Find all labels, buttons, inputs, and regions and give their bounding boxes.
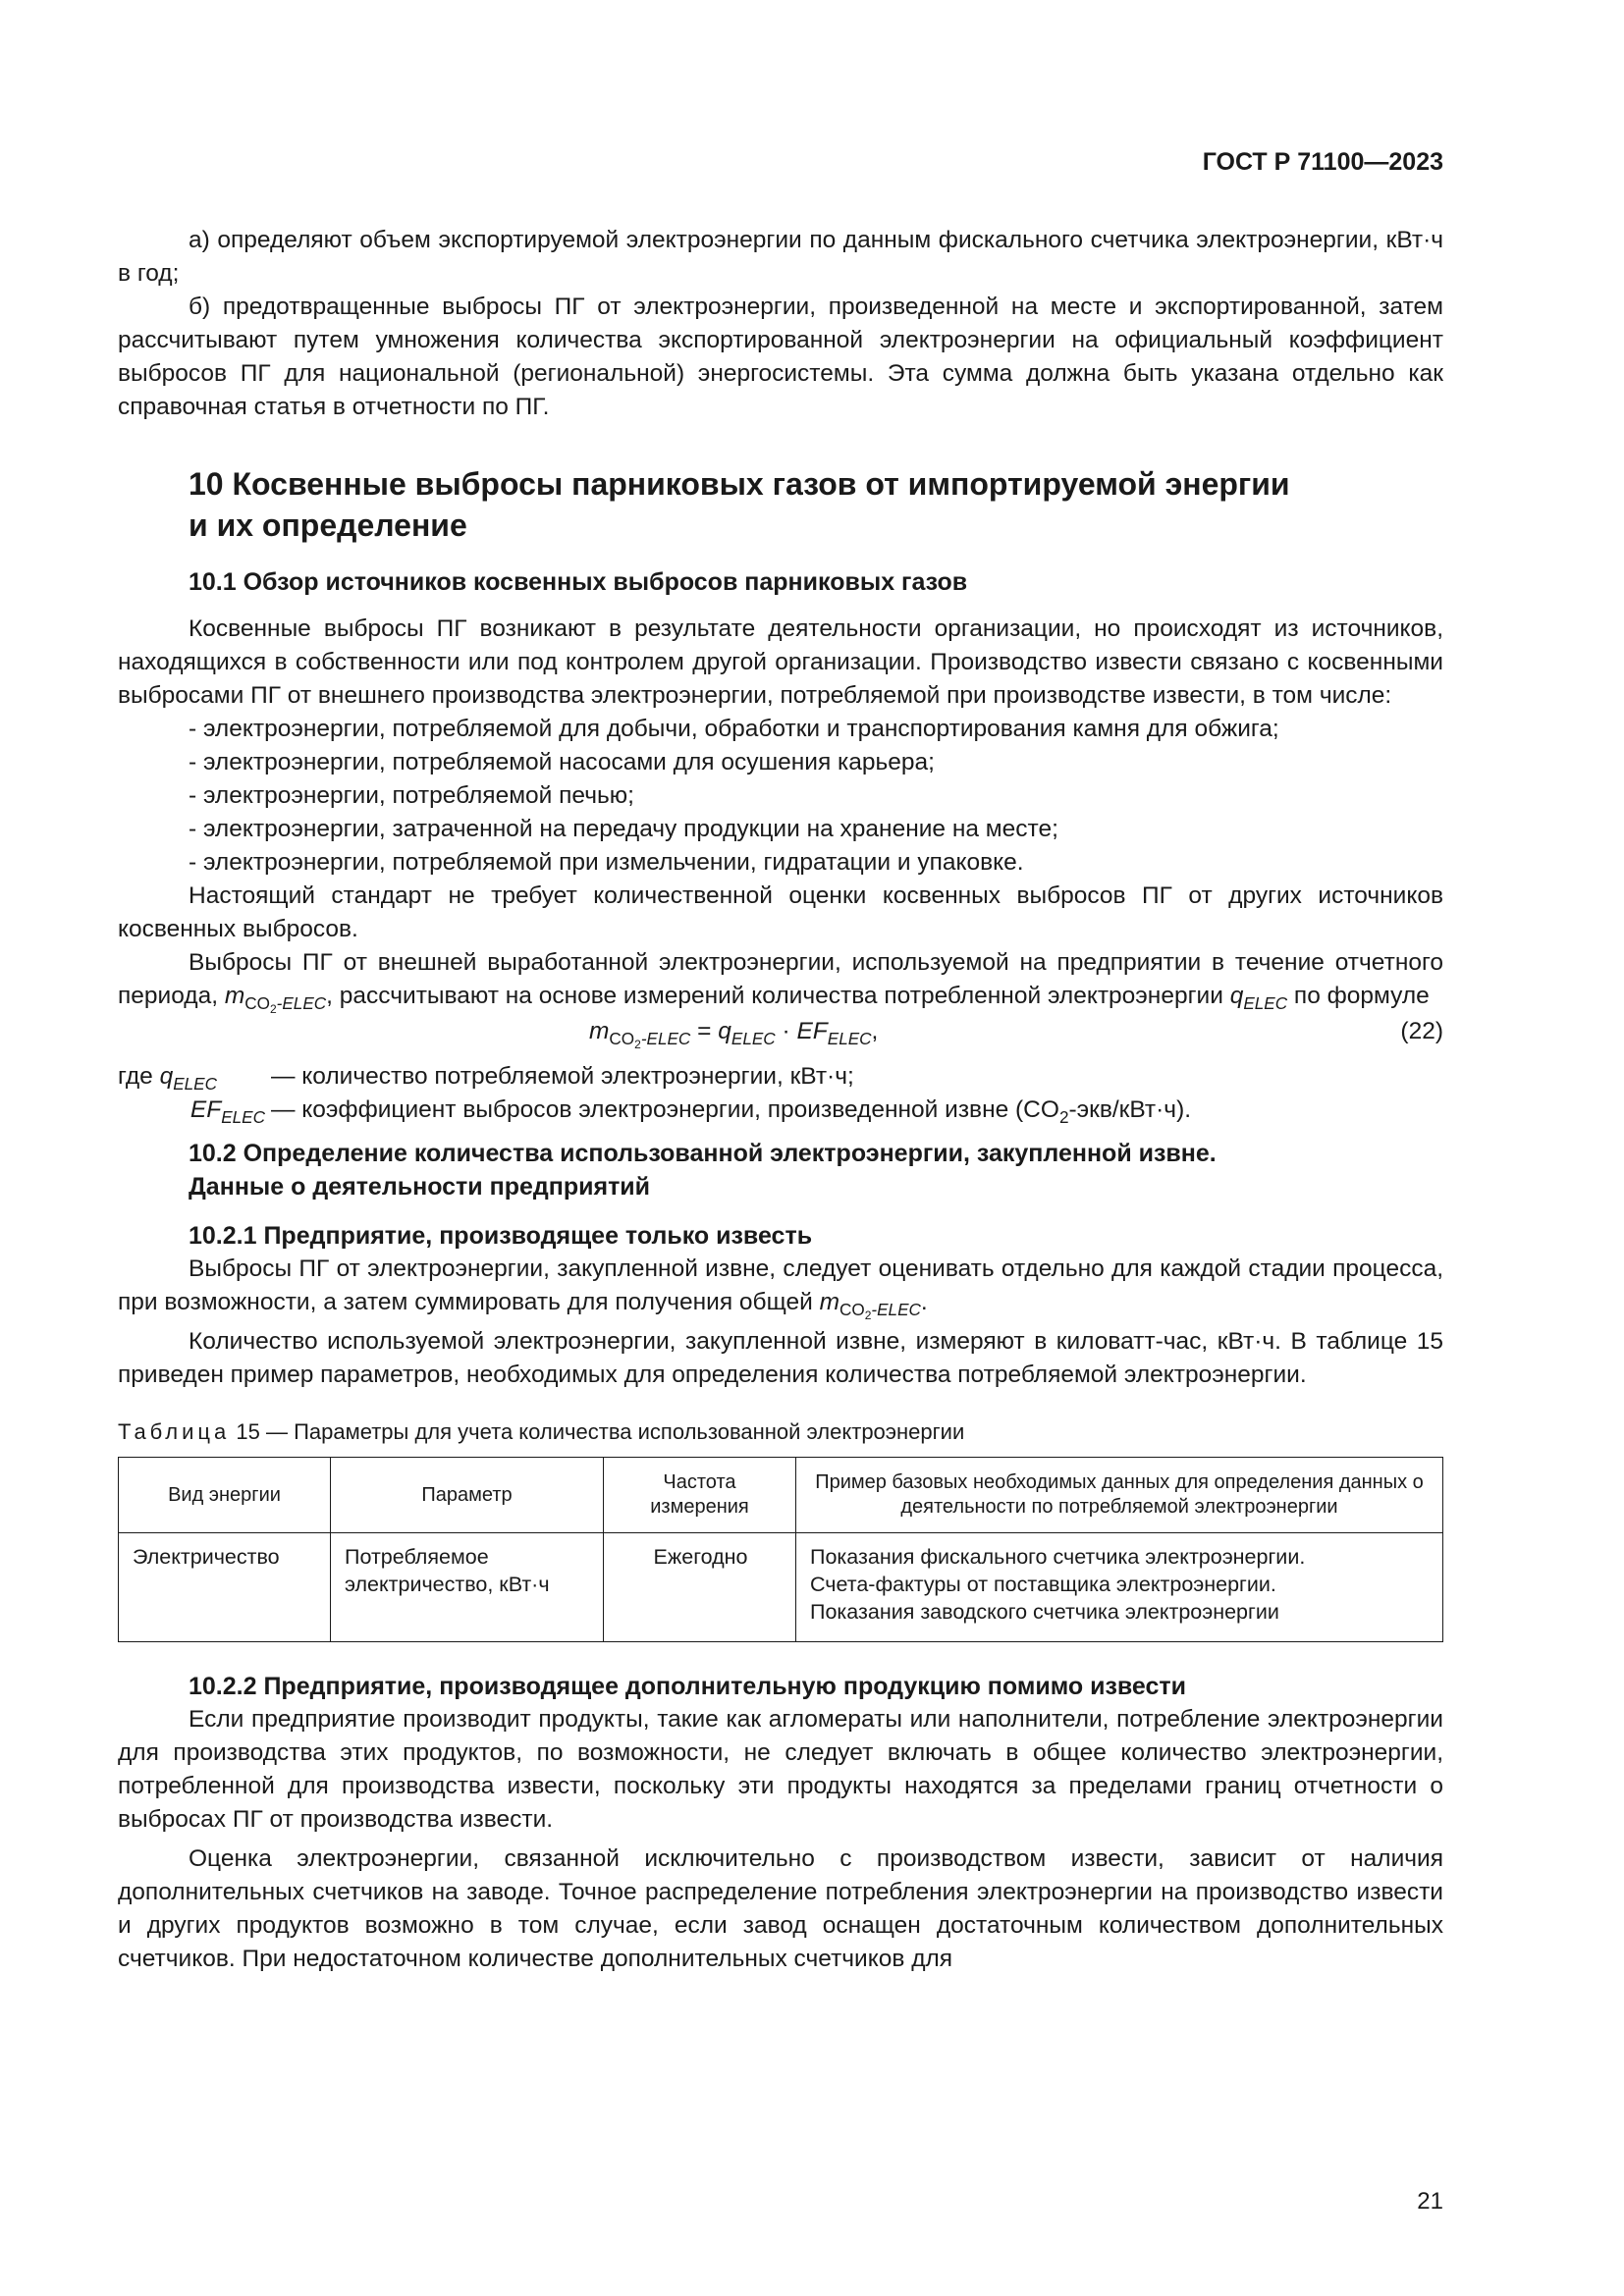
- where-q-row: [118, 1060, 1443, 1094]
- section-10-1-para1: Косвенные выбросы ПГ возникают в результате деятельности организации, но происходят из источников, находящихся в собственности или под контролем другой организации. Производство извести связано с косвенными выбросами ПГ от внешнего производства электроэнергии, потребляемой при производстве извести, в том числе:: [118, 615, 1443, 709]
- list-item: - электроэнергии, потребляемой насосами для осушения карьера;: [189, 749, 935, 775]
- formula-equals: =: [690, 1018, 719, 1044]
- para-10-2-1-text: Выбросы ПГ от электроэнергии, закупленной извне, следует оценивать отдельно для каждой стадии процесса, при возможности, а затем суммировать для получения общей: [118, 1255, 1443, 1315]
- document-code: ГОСТ Р 71100—2023: [1202, 148, 1443, 176]
- formula-q-subscript: ELEC: [731, 1029, 776, 1048]
- formula-elec-suffix: -ELEC: [640, 1029, 691, 1048]
- formula-expression: [589, 1015, 879, 1052]
- para-10-2-1-elec-suffix: -ELEC: [871, 1300, 921, 1319]
- where-ef-desc-a: — коэффициент выбросов электроэнергии, произведенной извне (CO: [271, 1096, 1059, 1123]
- list-item: - электроэнергии, потребляемой для добычи, обработки и транспортирования камня для обжига;: [189, 716, 1279, 742]
- table-header-row: [119, 1458, 1443, 1533]
- subscript-elec: ELEC: [1243, 993, 1288, 1013]
- list-item: - электроэнергии, потребляемой печью;: [189, 782, 634, 809]
- formula-m: m: [589, 1018, 610, 1044]
- para3-text-a: Выбросы ПГ от внешней выработанной электроэнергии, используемой на предприятии в течение отчетного периода,: [118, 949, 1443, 1009]
- para-10-2-1-co2-prefix: CO: [839, 1300, 865, 1319]
- page-number: 21: [1417, 2188, 1443, 2215]
- formula-ef: EF: [796, 1018, 828, 1044]
- cell-example-data: [796, 1533, 1443, 1642]
- where-ef-desc: [271, 1094, 1443, 1127]
- subscript-co2-elec: [244, 993, 327, 1017]
- para3-text-c: по формуле: [1287, 983, 1430, 1009]
- section-10-2-heading-line1: 10.2 Определение количества использованной электроэнергии, закупленной извне.: [189, 1140, 1217, 1167]
- header-energy-type: Вид энергии: [119, 1458, 331, 1533]
- table-15-caption: [118, 1417, 1443, 1447]
- where-ef-desc-b: -экв/кВт·ч).: [1068, 1096, 1192, 1123]
- intro-item-a: а) определяют объем экспортируемой электроэнергии по данным фискального счетчика электроэнергии, кВт·ч в год;: [118, 227, 1443, 287]
- where-ef-subscript: ELEC: [221, 1107, 265, 1127]
- section-10-2-1-para1: [118, 1253, 1443, 1323]
- symbol-q: q: [1229, 983, 1244, 1009]
- section-10-heading: [189, 463, 1443, 546]
- list-item: - электроэнергии, затраченной на передачу продукции на хранение на месте;: [189, 816, 1058, 842]
- section-10-2-heading-line2: Данные о деятельности предприятий: [189, 1173, 651, 1201]
- formula-co2-digit: 2: [634, 1038, 641, 1052]
- cell-frequency: Ежегодно: [604, 1533, 796, 1642]
- para-10-2-1-m: m: [819, 1289, 839, 1315]
- cell-parameter: Потребляемое электричество, кВт·ч: [331, 1533, 604, 1642]
- example-line: Показания фискального счетчика электроэнергии.: [810, 1545, 1306, 1569]
- cell-energy-type: Электричество: [119, 1533, 331, 1642]
- header-parameter: Параметр: [331, 1458, 604, 1533]
- where-q-term: [118, 1060, 271, 1094]
- table-row: [119, 1533, 1443, 1642]
- formula-number: (22): [1400, 1018, 1443, 1044]
- table-caption-text: 15 — Параметры для учета количества использованной электроэнергии: [230, 1419, 965, 1444]
- example-line: Показания заводского счетчика электроэнергии: [810, 1600, 1279, 1624]
- para-10-2-1-co2-digit: 2: [864, 1308, 872, 1323]
- header-example-data: Пример базовых необходимых данных для определения данных о деятельности по потребляемой электроэнергии: [796, 1458, 1443, 1533]
- section-10-1-heading: 10.1 Обзор источников косвенных выбросов парниковых газов: [189, 568, 968, 596]
- para-10-2-1-period: .: [920, 1289, 928, 1315]
- where-ef-symbol: EF: [189, 1096, 222, 1123]
- section-10-2-2-para1: Если предприятие производит продукты, такие как агломераты или наполнители, потребление электроэнергии для производства этих продуктов, по возможности, не следует включать в общее количество электроэнергии, потребленной для производства извести, поскольку эти продукты находятся за пределами границ отчетности о выбросах ПГ от производства извести.: [118, 1706, 1443, 1833]
- para3-text-b: , рассчитывают на основе измерений количества потребленной электроэнергии: [326, 983, 1230, 1009]
- formula-dot: ·: [775, 1018, 797, 1044]
- intro-item-b: б) предотвращенные выбросы ПГ от электроэнергии, произведенной на месте и экспортированной, затем рассчитывают путем умножения количества экспортированной электроэнергии на официальный коэффициент выбросов ПГ для национальной (региональной) энергосистемы. Эта сумма должна быть указана отдельно как справочная статья в отчетности по ПГ.: [118, 294, 1443, 420]
- section-10-2-2-heading: 10.2.2 Предприятие, производящее дополнительную продукцию помимо извести: [189, 1673, 1187, 1700]
- section-10-2-2-para2: Оценка электроэнергии, связанной исключительно с производством извести, зависит от наличия дополнительных счетчиков на заводе. Точное распределение потребления электроэнергии на производство извести и других продуктов возможно в том случае, если завод оснащен достаточным количеством дополнительных счетчиков. При недостаточном количестве дополнительных счетчиков для: [118, 1845, 1443, 1972]
- section-10-2-heading: [189, 1137, 1443, 1203]
- symbol-m: m: [224, 983, 245, 1009]
- example-line: Счета-фактуры от поставщика электроэнергии.: [810, 1573, 1276, 1596]
- formula-22: [118, 1015, 1443, 1054]
- where-q-subscript: ELEC: [173, 1074, 217, 1094]
- where-ef-co2-digit: 2: [1058, 1107, 1069, 1127]
- formula-q: q: [718, 1018, 731, 1044]
- table-caption-word: Таблица: [118, 1419, 231, 1444]
- co2-prefix: CO: [244, 993, 270, 1013]
- formula-comma: ,: [871, 1018, 879, 1044]
- section-10-1-para2: Настоящий стандарт не требует количественной оценки косвенных выбросов ПГ от других источников косвенных выбросов.: [118, 882, 1443, 942]
- table-15: [118, 1457, 1443, 1642]
- where-ef-row: [118, 1094, 1443, 1127]
- section-10-2-1-para2: Количество используемой электроэнергии, закупленной извне, измеряют в киловатт-час, кВт·ч. В таблице 15 приведен пример параметров, необходимых для определения количества потребляемой электроэнергии.: [118, 1328, 1443, 1388]
- section-10-1-para3: [118, 946, 1443, 1017]
- where-label: где: [118, 1063, 153, 1090]
- page-content: [118, 224, 1443, 1976]
- list-item: - электроэнергии, потребляемой при измельчении, гидратации и упаковке.: [189, 849, 1024, 876]
- formula-co2-prefix: CO: [609, 1029, 635, 1048]
- formula-ef-subscript: ELEC: [827, 1029, 872, 1048]
- section-10-2-1-heading: 10.2.1 Предприятие, производящее только известь: [189, 1222, 813, 1250]
- where-q-symbol: q: [159, 1063, 174, 1090]
- section-10-heading-line2: и их определение: [189, 507, 467, 543]
- co2-digit: 2: [269, 1002, 277, 1017]
- where-q-desc: — количество потребляемой электроэнергии, кВт·ч;: [271, 1063, 854, 1090]
- header-frequency: Частота измерения: [604, 1458, 796, 1533]
- where-ef-term: [118, 1094, 271, 1127]
- section-10-heading-line1: 10 Косвенные выбросы парниковых газов от импортируемой энергии: [189, 466, 1290, 502]
- elec-suffix: -ELEC: [276, 993, 327, 1013]
